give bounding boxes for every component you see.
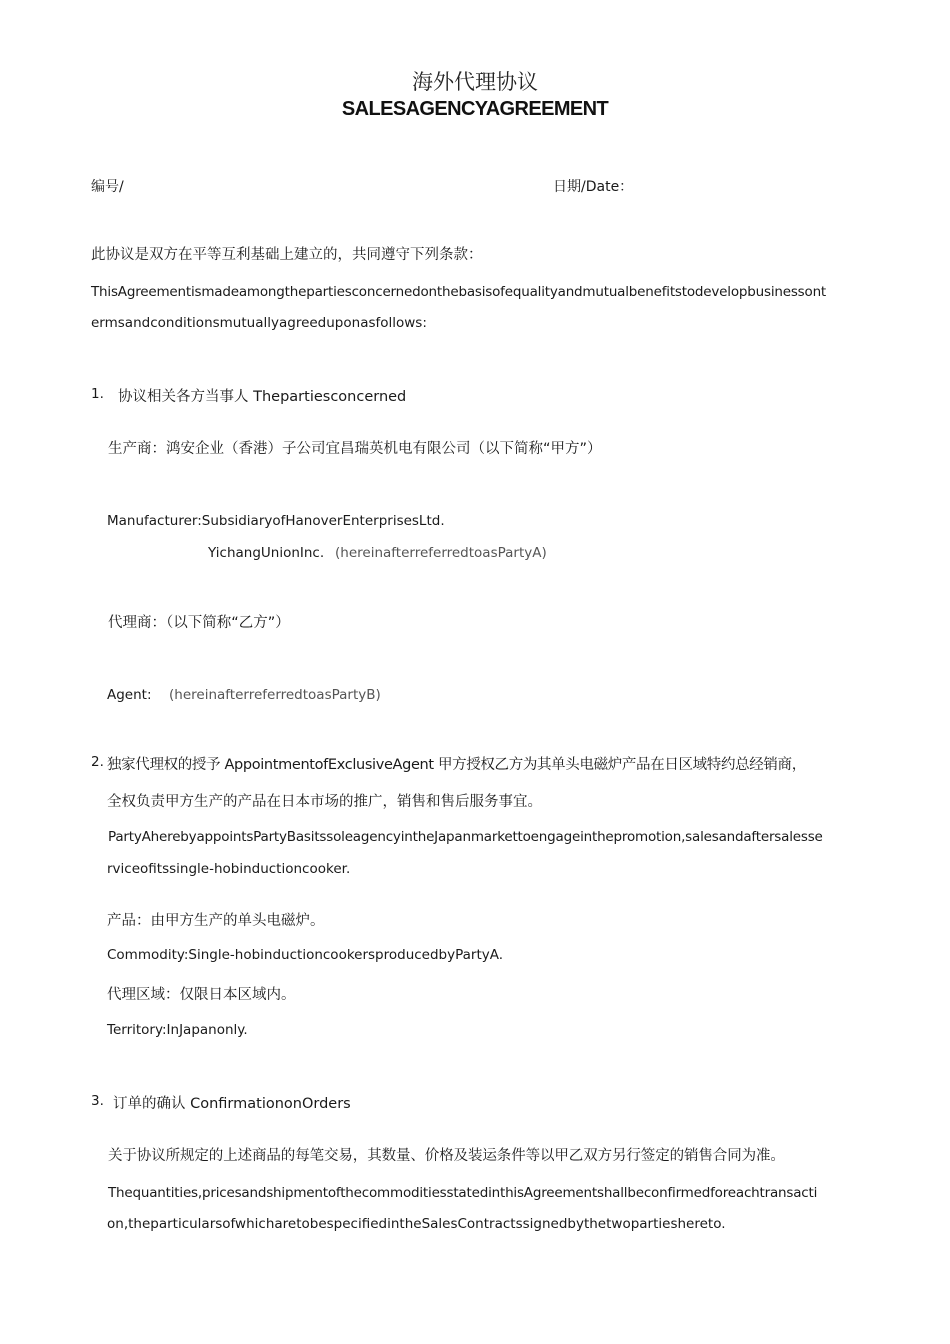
document-title-en: SALESAGENCYAGREEMENT bbox=[341, 98, 609, 120]
section2-cn-line1: 独家代理权的授予 AppointmentofExclusiveAgent 甲方授权乙方为其单头电磁炉产品在日区域特约总经销商， bbox=[107, 757, 806, 773]
section3-en-line2: on,theparticularsofwhicharetobespecifiedintheSalesContractssignedbythetwopartieshereto. bbox=[107, 1216, 726, 1232]
preamble-en-line2: ermsandconditionsmutuallyagreeduponasfollows: bbox=[91, 315, 427, 331]
manufacturer-cn: 生产商：鸿安企业（香港）子公司宜昌瑞英机电有限公司（以下简称“甲方”） bbox=[108, 441, 602, 457]
manufacturer-en-line1: Manufacturer:SubsidiaryofHanoverEnterprisesLtd. bbox=[107, 513, 445, 529]
section1-heading: 协议相关各方当事人 Thepartiesconcerned bbox=[118, 389, 407, 405]
section2-en-line1: PartyAherebyappointsPartyBasitssoleagencyintheJapanmarkettoengageinthepromotion,salesandaftersalesse bbox=[108, 829, 823, 845]
agreement-number-label: 编号/ bbox=[91, 179, 124, 195]
section3-en-line1: Thequantities,pricesandshipmentofthecommoditiesstatedinthisAgreementshallbeconfirmedforeachtransacti bbox=[108, 1185, 818, 1201]
section2-en-line2: rviceofitssingle-hobinductioncooker. bbox=[107, 861, 351, 877]
territory-en: Territory:InJapanonly. bbox=[107, 1022, 248, 1038]
section2-cn-line2: 全权负责甲方生产的产品在日本市场的推广，销售和售后服务事宜。 bbox=[107, 794, 542, 810]
preamble-cn: 此协议是双方在平等互利基础上建立的，共同遵守下列条款： bbox=[91, 247, 483, 263]
agent-cn: 代理商：（以下简称“乙方”） bbox=[108, 615, 290, 631]
section3-cn: 关于协议所规定的上述商品的每笔交易，其数量、价格及装运条件等以甲乙双方另行签定的销售合同为准。 bbox=[108, 1148, 785, 1164]
section3-heading: 订单的确认 ConfirmationonOrders bbox=[113, 1096, 351, 1112]
section1-number: 1. bbox=[91, 386, 104, 402]
product-en: Commodity:Single-hobinductioncookersproducedbyPartyA. bbox=[107, 947, 504, 963]
agent-en-ref: (hereinafterreferredtoasPartyB) bbox=[169, 687, 381, 703]
agreement-date-label: 日期/Date： bbox=[553, 179, 634, 195]
document-title-cn: 海外代理协议 bbox=[412, 70, 538, 94]
section3-number: 3. bbox=[91, 1093, 104, 1109]
territory-cn: 代理区域：仅限日本区域内。 bbox=[107, 987, 296, 1003]
manufacturer-en-ref: (hereinafterreferredtoasPartyA) bbox=[335, 545, 547, 561]
product-cn: 产品：由甲方生产的单头电磁炉。 bbox=[107, 913, 325, 929]
section2-number: 2. bbox=[91, 754, 104, 770]
preamble-en-line1: ThisAgreementismadeamongthepartiesconcernedonthebasisofequalityandmutualbenefitstodevelopbusinessont bbox=[91, 284, 827, 300]
agent-en-label: Agent: bbox=[107, 687, 152, 703]
manufacturer-en-name: YichangUnionInc. bbox=[208, 545, 325, 561]
